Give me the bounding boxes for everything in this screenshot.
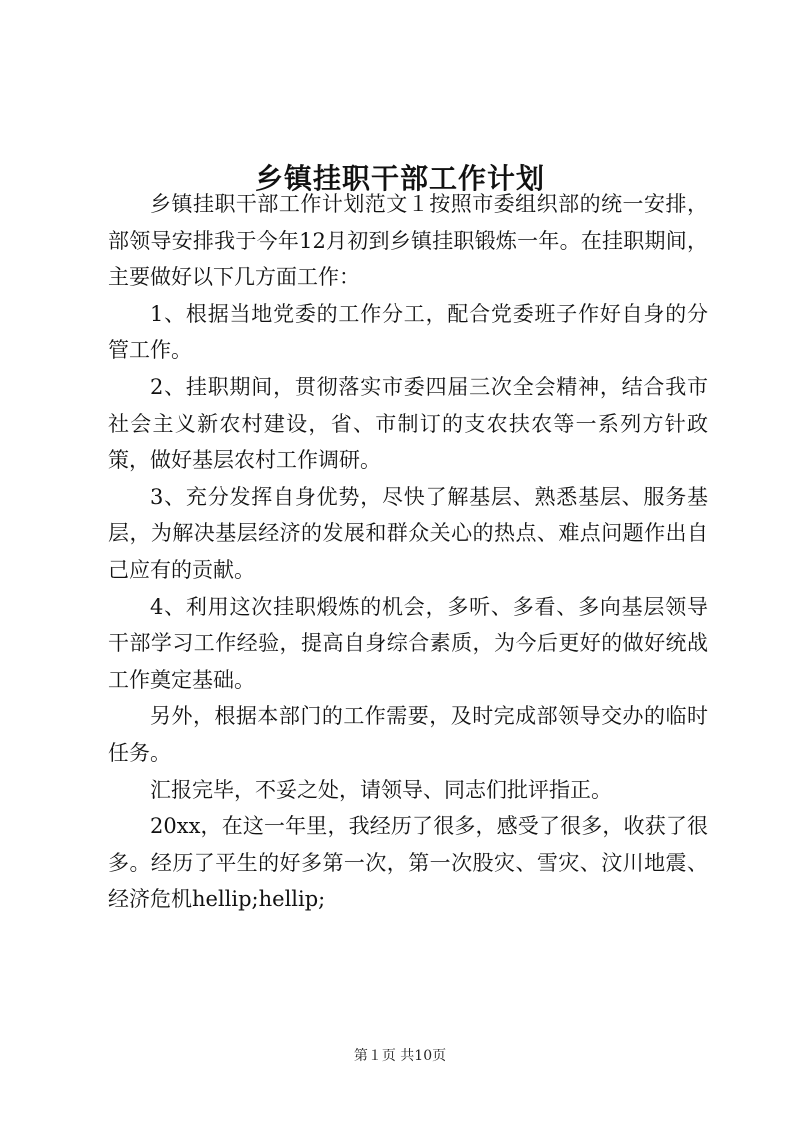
paragraph-item-2: 2、挂职期间，贯彻落实市委四届三次全会精神，结合我市社会主义新农村建设，省、市制订的支农扶农等一系列方针政策，做好基层农村工作调研。	[108, 374, 708, 473]
paragraph-item-1: 1、根据当地党委的工作分工，配合党委班子作好自身的分管工作。	[108, 301, 708, 363]
document-title: 乡镇挂职干部工作计划	[254, 161, 545, 195]
paragraph-intro: 乡镇挂职干部工作计划范文１按照市委组织部的统一安排，部领导安排我于今年12月初到乡镇挂职锻炼一年。在挂职期间，主要做好以下几方面工作：	[108, 192, 708, 290]
paragraph-additional: 另外，根据本部门的工作需要，及时完成部领导交办的临时任务。	[108, 704, 708, 765]
paragraph-year-review: 20xx，在这一年里，我经历了很多，感受了很多，收获了很多。经历了平生的好多第一次，第一次股灾、雪灾、汶川地震、经济危机hellip;hellip;	[108, 814, 708, 912]
paragraph-item-4: 4、利用这次挂职煅炼的机会，多听、多看、多向基层领导干部学习工作经验，提高自身综合素质，为今后更好的做好统战工作奠定基础。	[108, 594, 708, 692]
paragraph-item-3: 3、充分发挥自身优势，尽快了解基层、熟悉基层、服务基层，为解决基层经济的发展和群众关心的热点、难点问题作出自己应有的贡献。	[108, 484, 708, 582]
document-body	[108, 186, 708, 918]
page-number-footer: 第１页 共10页	[353, 1048, 447, 1064]
paragraph-closing: 汇报完毕，不妥之处，请领导、同志们批评指正。	[150, 777, 612, 802]
